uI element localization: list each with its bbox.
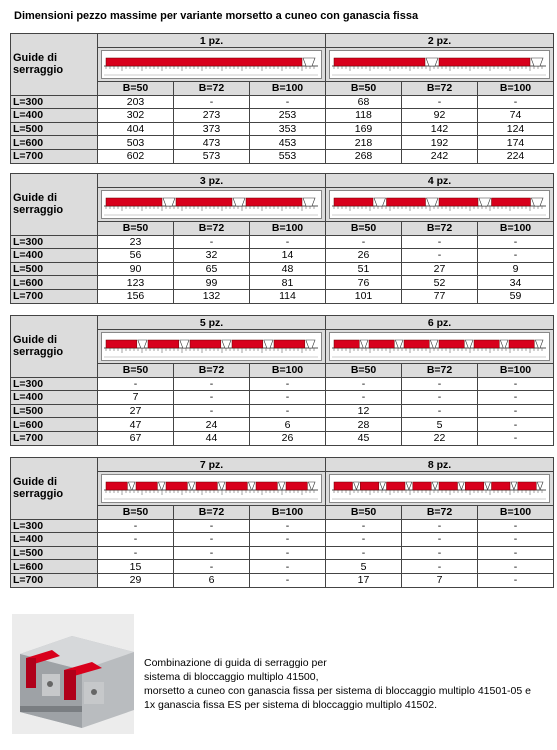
row-label: L=600 — [11, 418, 98, 432]
table-cell: - — [402, 533, 478, 547]
row-label: L=700 — [11, 149, 98, 163]
column-header: B=72 — [402, 364, 478, 378]
clamp-layout-diagram — [326, 188, 554, 222]
table-cell: 26 — [326, 249, 402, 263]
table-cell: 23 — [98, 235, 174, 249]
table-cell: 27 — [98, 404, 174, 418]
column-header: B=50 — [98, 506, 174, 520]
column-header: B=72 — [174, 364, 250, 378]
table-cell: 81 — [250, 276, 326, 290]
row-label: L=700 — [11, 289, 98, 303]
table-cell: 573 — [174, 149, 250, 163]
column-header: B=72 — [174, 82, 250, 96]
table-cell: - — [478, 404, 554, 418]
caption-line: 1x ganascia fissa ES per sistema di bloccaggio multiplo 41502. — [144, 699, 437, 711]
table-cell: - — [478, 418, 554, 432]
table-cell: 28 — [326, 418, 402, 432]
table-row — [11, 404, 554, 418]
table-cell: 118 — [326, 109, 402, 123]
clamp-layout-diagram — [98, 48, 326, 82]
table-cell: 253 — [250, 109, 326, 123]
table-cell: - — [402, 560, 478, 574]
table-cell: 273 — [174, 109, 250, 123]
pieces-label: 2 pz. — [326, 34, 554, 48]
table-row — [11, 249, 554, 263]
table-row — [11, 519, 554, 533]
table-cell: 52 — [402, 276, 478, 290]
table-cell: - — [402, 519, 478, 533]
table-cell: - — [326, 519, 402, 533]
table-cell: - — [478, 560, 554, 574]
pieces-label: 8 pz. — [326, 458, 554, 472]
table-cell: 404 — [98, 122, 174, 136]
table-cell: - — [174, 533, 250, 547]
table-row — [11, 235, 554, 249]
pieces-label: 7 pz. — [98, 458, 326, 472]
table-cell: - — [174, 235, 250, 249]
table-cell: 27 — [402, 262, 478, 276]
table-row — [11, 546, 554, 560]
row-label: L=300 — [11, 95, 98, 109]
table-cell: 5 — [326, 560, 402, 574]
table-cell: - — [174, 404, 250, 418]
column-header: B=100 — [478, 506, 554, 520]
caption-line: Combinazione di guida di serraggio per — [144, 657, 327, 669]
size-table-1 — [10, 33, 554, 164]
table-row — [11, 573, 554, 587]
table-cell: - — [174, 95, 250, 109]
table-cell: 92 — [402, 109, 478, 123]
row-label: L=700 — [11, 431, 98, 445]
table-cell: - — [174, 546, 250, 560]
pieces-label: 5 pz. — [98, 316, 326, 330]
table-row — [11, 431, 554, 445]
table-cell: - — [478, 377, 554, 391]
table-cell: 90 — [98, 262, 174, 276]
row-label: L=300 — [11, 519, 98, 533]
table-cell: - — [402, 95, 478, 109]
table-cell: 124 — [478, 122, 554, 136]
table-cell: - — [250, 519, 326, 533]
table-cell: 242 — [402, 149, 478, 163]
table-cell: 51 — [326, 262, 402, 276]
row-header-label: Guide di serraggio — [11, 458, 98, 520]
row-header-label: Guide di serraggio — [11, 174, 98, 236]
table-cell: 32 — [174, 249, 250, 263]
column-header: B=100 — [250, 222, 326, 236]
table-cell: 45 — [326, 431, 402, 445]
size-table-2 — [10, 173, 554, 304]
column-header: B=72 — [402, 222, 478, 236]
table-cell: 15 — [98, 560, 174, 574]
table-cell: 17 — [326, 573, 402, 587]
table-cell: 76 — [326, 276, 402, 290]
pieces-label: 1 pz. — [98, 34, 326, 48]
column-header: B=72 — [402, 506, 478, 520]
column-header: B=100 — [478, 364, 554, 378]
table-cell: 29 — [98, 573, 174, 587]
table-cell: - — [174, 391, 250, 405]
row-header-label: Guide di serraggio — [11, 316, 98, 378]
table-cell: - — [326, 235, 402, 249]
row-label: L=600 — [11, 276, 98, 290]
table-cell: 142 — [402, 122, 478, 136]
table-cell: 12 — [326, 404, 402, 418]
page-title: Dimensioni pezzo massime per variante morsetto a cuneo con ganascia fissa — [14, 10, 419, 22]
column-header: B=100 — [250, 506, 326, 520]
table-cell: - — [402, 546, 478, 560]
table-cell: 473 — [174, 136, 250, 150]
table-cell: 203 — [98, 95, 174, 109]
table-cell: 74 — [478, 109, 554, 123]
table-cell: 224 — [478, 149, 554, 163]
column-header: B=50 — [98, 82, 174, 96]
column-header: B=50 — [98, 364, 174, 378]
table-cell: - — [250, 377, 326, 391]
row-label: L=500 — [11, 404, 98, 418]
table-cell: - — [478, 573, 554, 587]
table-row — [11, 533, 554, 547]
table-row — [11, 122, 554, 136]
table-row — [11, 391, 554, 405]
table-row — [11, 149, 554, 163]
column-header: B=72 — [174, 222, 250, 236]
table-cell: 114 — [250, 289, 326, 303]
table-cell: - — [250, 95, 326, 109]
column-header: B=72 — [402, 82, 478, 96]
column-header: B=100 — [478, 222, 554, 236]
table-cell: 453 — [250, 136, 326, 150]
table-cell: 7 — [402, 573, 478, 587]
table-row — [11, 560, 554, 574]
table-cell: - — [174, 377, 250, 391]
size-table-3 — [10, 315, 554, 446]
table-cell: 77 — [402, 289, 478, 303]
column-header: B=50 — [326, 506, 402, 520]
table-cell: 602 — [98, 149, 174, 163]
clamp-layout-diagram — [326, 330, 554, 364]
column-header: B=50 — [98, 222, 174, 236]
column-header: B=50 — [326, 82, 402, 96]
table-cell: 22 — [402, 431, 478, 445]
clamp-layout-diagram — [98, 330, 326, 364]
column-header: B=72 — [174, 506, 250, 520]
table-cell: 101 — [326, 289, 402, 303]
row-label: L=500 — [11, 122, 98, 136]
table-cell: - — [478, 235, 554, 249]
pieces-label: 4 pz. — [326, 174, 554, 188]
row-label: L=300 — [11, 235, 98, 249]
size-table-4 — [10, 457, 554, 588]
table-cell: 6 — [174, 573, 250, 587]
table-cell: 169 — [326, 122, 402, 136]
clamp-layout-diagram — [98, 188, 326, 222]
table-row — [11, 289, 554, 303]
table-cell: 67 — [98, 431, 174, 445]
table-cell: 7 — [98, 391, 174, 405]
table-cell: - — [326, 546, 402, 560]
column-header: B=100 — [250, 364, 326, 378]
table-cell: 65 — [174, 262, 250, 276]
table-cell: - — [98, 533, 174, 547]
row-label: L=400 — [11, 109, 98, 123]
table-cell: 192 — [402, 136, 478, 150]
table-cell: 47 — [98, 418, 174, 432]
table-cell: 503 — [98, 136, 174, 150]
table-cell: - — [326, 391, 402, 405]
table-cell: 123 — [98, 276, 174, 290]
table-row — [11, 95, 554, 109]
table-cell: 14 — [250, 249, 326, 263]
table-cell: 68 — [326, 95, 402, 109]
table-cell: 302 — [98, 109, 174, 123]
table-cell: - — [98, 377, 174, 391]
table-row — [11, 109, 554, 123]
column-header: B=100 — [478, 82, 554, 96]
table-cell: 99 — [174, 276, 250, 290]
table-cell: - — [326, 533, 402, 547]
table-cell: 44 — [174, 431, 250, 445]
table-cell: 5 — [402, 418, 478, 432]
table-row — [11, 377, 554, 391]
table-row — [11, 276, 554, 290]
table-cell: - — [402, 377, 478, 391]
row-label: L=700 — [11, 573, 98, 587]
row-label: L=400 — [11, 533, 98, 547]
row-label: L=600 — [11, 136, 98, 150]
table-cell: 268 — [326, 149, 402, 163]
table-cell: 6 — [250, 418, 326, 432]
caption-line: sistema di bloccaggio multiplo 41500, — [144, 671, 319, 683]
column-header: B=100 — [250, 82, 326, 96]
table-cell: - — [478, 533, 554, 547]
column-header: B=50 — [326, 222, 402, 236]
table-row — [11, 136, 554, 150]
table-cell: - — [402, 404, 478, 418]
table-cell: - — [250, 404, 326, 418]
row-label: L=300 — [11, 377, 98, 391]
row-label: L=500 — [11, 546, 98, 560]
table-cell: - — [478, 95, 554, 109]
table-cell: - — [478, 546, 554, 560]
table-cell: - — [402, 391, 478, 405]
table-cell: 353 — [250, 122, 326, 136]
table-cell: 24 — [174, 418, 250, 432]
table-cell: 9 — [478, 262, 554, 276]
table-cell: - — [478, 391, 554, 405]
row-label: L=400 — [11, 249, 98, 263]
table-cell: 553 — [250, 149, 326, 163]
table-cell: - — [250, 533, 326, 547]
table-cell: - — [250, 235, 326, 249]
table-cell: - — [250, 546, 326, 560]
table-cell: - — [402, 235, 478, 249]
table-cell: 48 — [250, 262, 326, 276]
row-header-label: Guide di serraggio — [11, 34, 98, 96]
caption-line: morsetto a cuneo con ganascia fissa per sistema di bloccaggio multiplo 41501-05 e — [144, 685, 531, 697]
table-row — [11, 262, 554, 276]
row-label: L=400 — [11, 391, 98, 405]
table-cell: 174 — [478, 136, 554, 150]
table-cell: - — [250, 560, 326, 574]
table-cell: - — [174, 519, 250, 533]
pieces-label: 3 pz. — [98, 174, 326, 188]
clamp-layout-diagram — [98, 472, 326, 506]
table-cell: 59 — [478, 289, 554, 303]
table-cell: 26 — [250, 431, 326, 445]
table-cell: 373 — [174, 122, 250, 136]
clamp-layout-diagram — [326, 472, 554, 506]
row-label: L=600 — [11, 560, 98, 574]
pieces-label: 6 pz. — [326, 316, 554, 330]
table-cell: - — [250, 391, 326, 405]
table-cell: 34 — [478, 276, 554, 290]
row-label: L=500 — [11, 262, 98, 276]
column-header: B=50 — [326, 364, 402, 378]
clamp-layout-diagram — [326, 48, 554, 82]
table-cell: - — [478, 249, 554, 263]
table-cell: - — [98, 546, 174, 560]
table-cell: 132 — [174, 289, 250, 303]
table-cell: 156 — [98, 289, 174, 303]
table-cell: - — [174, 560, 250, 574]
table-cell: - — [98, 519, 174, 533]
caption — [144, 656, 531, 712]
table-cell: - — [326, 377, 402, 391]
table-cell: - — [478, 519, 554, 533]
table-cell: 218 — [326, 136, 402, 150]
table-cell: - — [250, 573, 326, 587]
table-cell: - — [402, 249, 478, 263]
table-cell: 56 — [98, 249, 174, 263]
clamping-system-image — [12, 614, 134, 734]
table-cell: - — [478, 431, 554, 445]
table-row — [11, 418, 554, 432]
